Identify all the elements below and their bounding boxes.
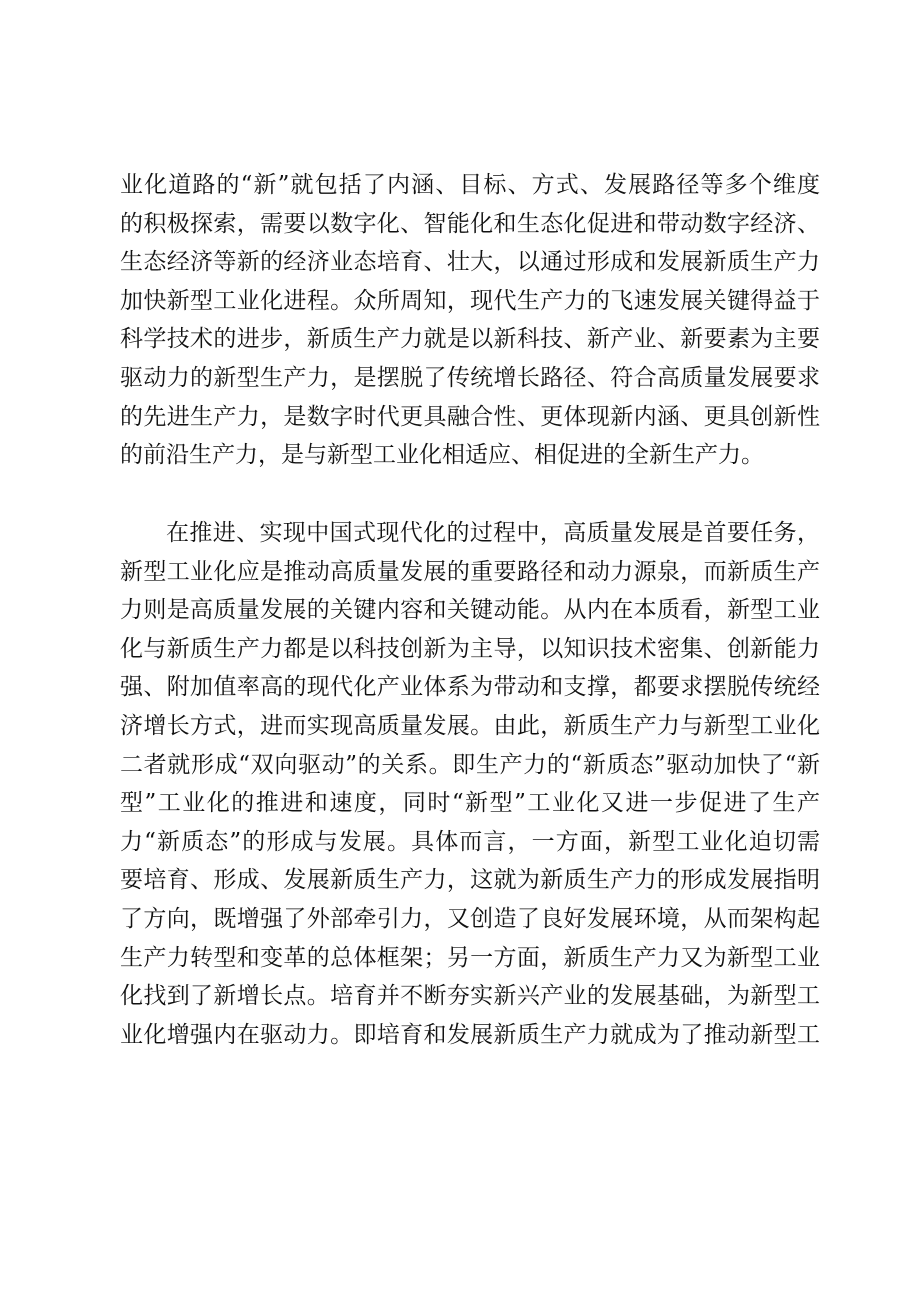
paragraph-line: 业化道路的“新”就包括了内涵、目标、方式、发展路径等多个维度 bbox=[120, 172, 820, 198]
paragraph-line: 在推进、实现中国式现代化的过程中，高质量发展是首要任务， bbox=[166, 520, 820, 546]
paragraph-1 bbox=[120, 166, 820, 475]
paragraph-2 bbox=[120, 514, 820, 1054]
paragraph-line: 的前沿生产力，是与新型工业化相适应、相促进的全新生产力。 bbox=[120, 442, 764, 469]
paragraph-line: 驱动力的新型生产力，是摆脱了传统增长路径、符合高质量发展要求 bbox=[120, 364, 820, 391]
paragraph-line: 要培育、形成、发展新质生产力，这就为新质生产力的形成发展指明 bbox=[120, 867, 820, 894]
paragraph-line: 生产力转型和变革的总体框架；另一方面，新质生产力又为新型工业 bbox=[120, 944, 820, 971]
paragraph-line: 化找到了新增长点。培育并不断夯实新兴产业的发展基础，为新型工 bbox=[120, 983, 820, 1010]
paragraph-line: 力则是高质量发展的关键内容和关键动能。从内在本质看，新型工业 bbox=[120, 597, 820, 624]
paragraph-line: 业化增强内在驱动力。即培育和发展新质生产力就成为了推动新型工 bbox=[120, 1021, 820, 1048]
paragraph-line: 化与新质生产力都是以科技创新为主导，以知识技术密集、创新能力 bbox=[120, 635, 820, 662]
paragraph-line: 生态经济等新的经济业态培育、壮大，以通过形成和发展新质生产力 bbox=[120, 249, 820, 276]
paragraph-line: 的先进生产力，是数字时代更具融合性、更体现新内涵、更具创新性 bbox=[120, 403, 820, 430]
paragraph-line: 的积极探索，需要以数字化、智能化和生态化促进和带动数字经济、 bbox=[120, 210, 820, 237]
paragraph-line: 济增长方式，进而实现高质量发展。由此，新质生产力与新型工业化 bbox=[120, 712, 820, 739]
paragraph-line: 力“新质态”的形成与发展。具体而言，一方面，新型工业化迫切需 bbox=[120, 828, 820, 855]
paragraph-line: 新型工业化应是推动高质量发展的重要路径和动力源泉，而新质生产 bbox=[120, 558, 820, 585]
paragraph-line: 了方向，既增强了外部牵引力，又创造了良好发展环境，从而架构起 bbox=[120, 905, 820, 932]
paragraph-line: 型”工业化的推进和速度，同时“新型”工业化又进一步促进了生产 bbox=[120, 790, 820, 817]
paragraph-line: 加快新型工业化进程。众所周知，现代生产力的飞速发展关键得益于 bbox=[120, 287, 820, 314]
paragraph-line: 二者就形成“双向驱动”的关系。即生产力的“新质态”驱动加快了“新 bbox=[120, 751, 820, 778]
paragraph-line: 强、附加值率高的现代化产业体系为带动和支撑，都要求摆脱传统经 bbox=[120, 674, 820, 701]
paragraph-line: 科学技术的进步，新质生产力就是以新科技、新产业、新要素为主要 bbox=[120, 326, 820, 353]
